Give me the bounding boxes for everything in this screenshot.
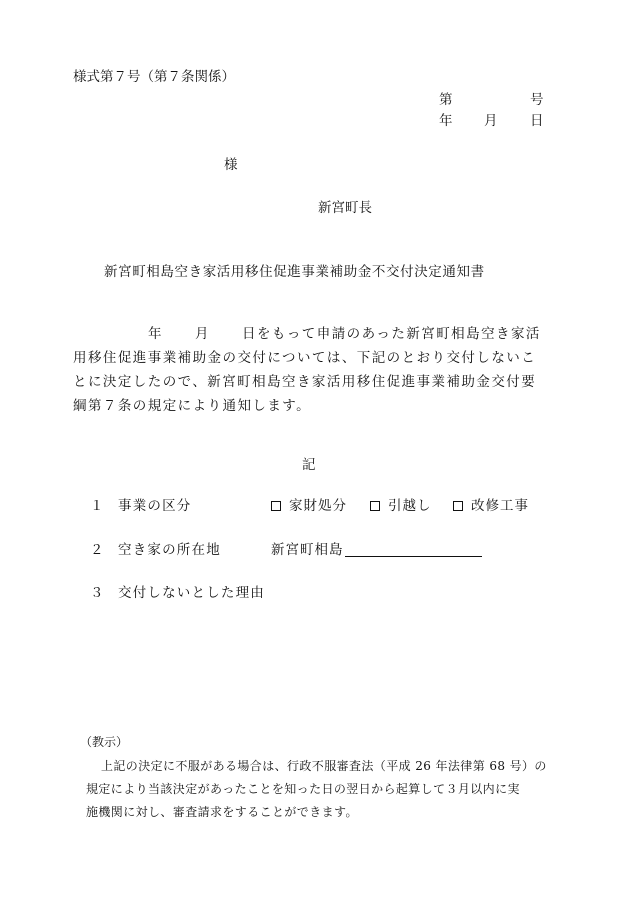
notice-line-3: 施機関に対し、審査請求をすることができます。	[86, 805, 358, 819]
document-number-prefix: 第	[439, 92, 453, 108]
date-year-label: 年	[439, 113, 453, 129]
notice-line-1: 上記の決定に不服がある場合は、行政不服審査法（平成 26 年法律第 68 号）の	[101, 759, 547, 773]
checkbox-icon[interactable]	[453, 501, 463, 511]
notice-line-2: 規定により当該決定があったことを知った日の翌日から起算して３月以内に実	[86, 782, 520, 796]
item-label-reason: 交付しないとした理由	[118, 585, 265, 601]
body-line-3: とに決定したので、新宮町相島空き家活用移住促進事業補助金交付要	[73, 374, 537, 390]
document-title: 新宮町相島空き家活用移住促進事業補助金不交付決定通知書	[104, 264, 485, 280]
form-label: 様式第７号（第７条関係）	[73, 69, 235, 85]
recipient-honorific: 様	[224, 157, 238, 173]
date-month-label: 月	[484, 113, 498, 129]
item-label-vacant-house-location: 空き家の所在地	[118, 542, 221, 558]
item-number: １	[90, 498, 104, 514]
option-furniture-disposal[interactable]	[271, 496, 347, 516]
date-day-label: 日	[530, 113, 544, 129]
ki-heading: 記	[302, 457, 316, 473]
body-year-label: 年	[148, 326, 162, 342]
option-label: 引越し	[388, 498, 432, 514]
body-line-1: 日をもって申請のあった新宮町相島空き家活	[242, 326, 541, 342]
option-label: 家財処分	[289, 498, 347, 514]
issuer-name: 新宮町長	[318, 200, 372, 216]
location-prefix: 新宮町相島	[271, 542, 344, 558]
checkbox-icon[interactable]	[370, 501, 380, 511]
location-input-line[interactable]	[345, 556, 482, 557]
document-number-suffix: 号	[530, 92, 544, 108]
checkbox-icon[interactable]	[271, 501, 281, 511]
body-line-4: 綱第７条の規定により通知します。	[73, 398, 312, 414]
item-number: ２	[90, 542, 104, 558]
option-label: 改修工事	[471, 498, 529, 514]
item-number: ３	[90, 585, 104, 601]
body-line-2: 用移住促進事業補助金の交付については、下記のとおり交付しないこ	[73, 350, 537, 366]
notice-heading: （教示）	[80, 735, 129, 749]
option-moving[interactable]	[370, 496, 432, 516]
item-label-business-category: 事業の区分	[118, 498, 192, 514]
body-month-label: 月	[195, 326, 209, 342]
option-renovation[interactable]	[453, 496, 529, 516]
